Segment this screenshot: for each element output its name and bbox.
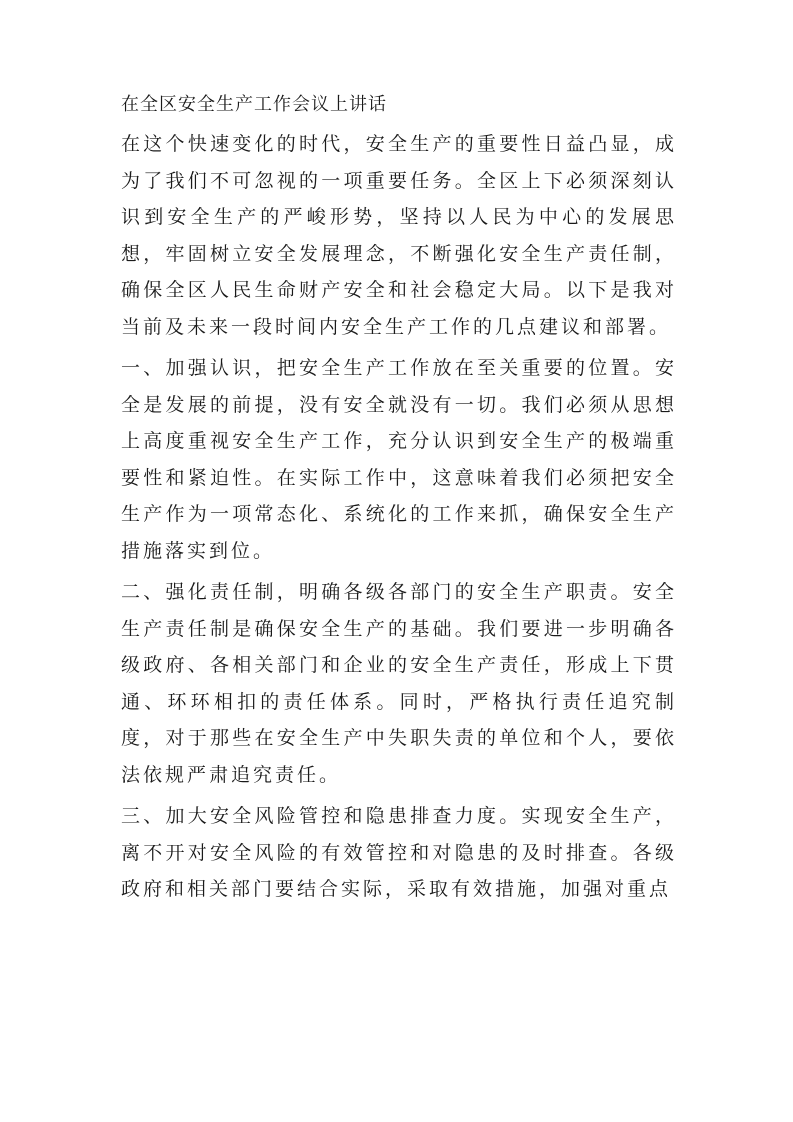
- paragraph-section-3: 三、加大安全风险管控和隐患排查力度。实现安全生产，离不开对安全风险的有效管控和对隐患的及时排查。各级政府和相关部门要结合实际，采取有效措施，加强对重点: [121, 805, 677, 900]
- document-title: 在全区安全生产工作会议上讲话: [121, 94, 387, 115]
- paragraph-section-1: 一、加强认识，把安全生产工作放在至关重要的位置。安全是发展的前提，没有安全就没有一切。我们必须从思想上高度重视安全生产工作，充分认识到安全生产的极端重要性和紧迫性。在实际工作中，这意味着我们必须把安全生产作为一项常态化、系统化的工作来抓，确保安全生产措施落实到位。: [121, 357, 677, 562]
- paragraph-intro: 在这个快速变化的时代，安全生产的重要性日益凸显，成为了我们不可忽视的一项重要任务。全区上下必须深刻认识到安全生产的严峻形势，坚持以人民为中心的发展思想，牢固树立安全发展理念，不断强化安全生产责任制，确保全区人民生命财产安全和社会稳定大局。以下是我对当前及未来一段时间内安全生产工作的几点建议和部署。: [121, 133, 677, 338]
- paragraph-section-2: 二、强化责任制，明确各级各部门的安全生产职责。安全生产责任制是确保安全生产的基础。我们要进一步明确各级政府、各相关部门和企业的安全生产责任，形成上下贯通、环环相扣的责任体系。同时，严格执行责任追究制度，对于那些在安全生产中失职失责的单位和个人，要依法依规严肃追究责任。: [121, 581, 677, 786]
- document-body: [121, 88, 677, 913]
